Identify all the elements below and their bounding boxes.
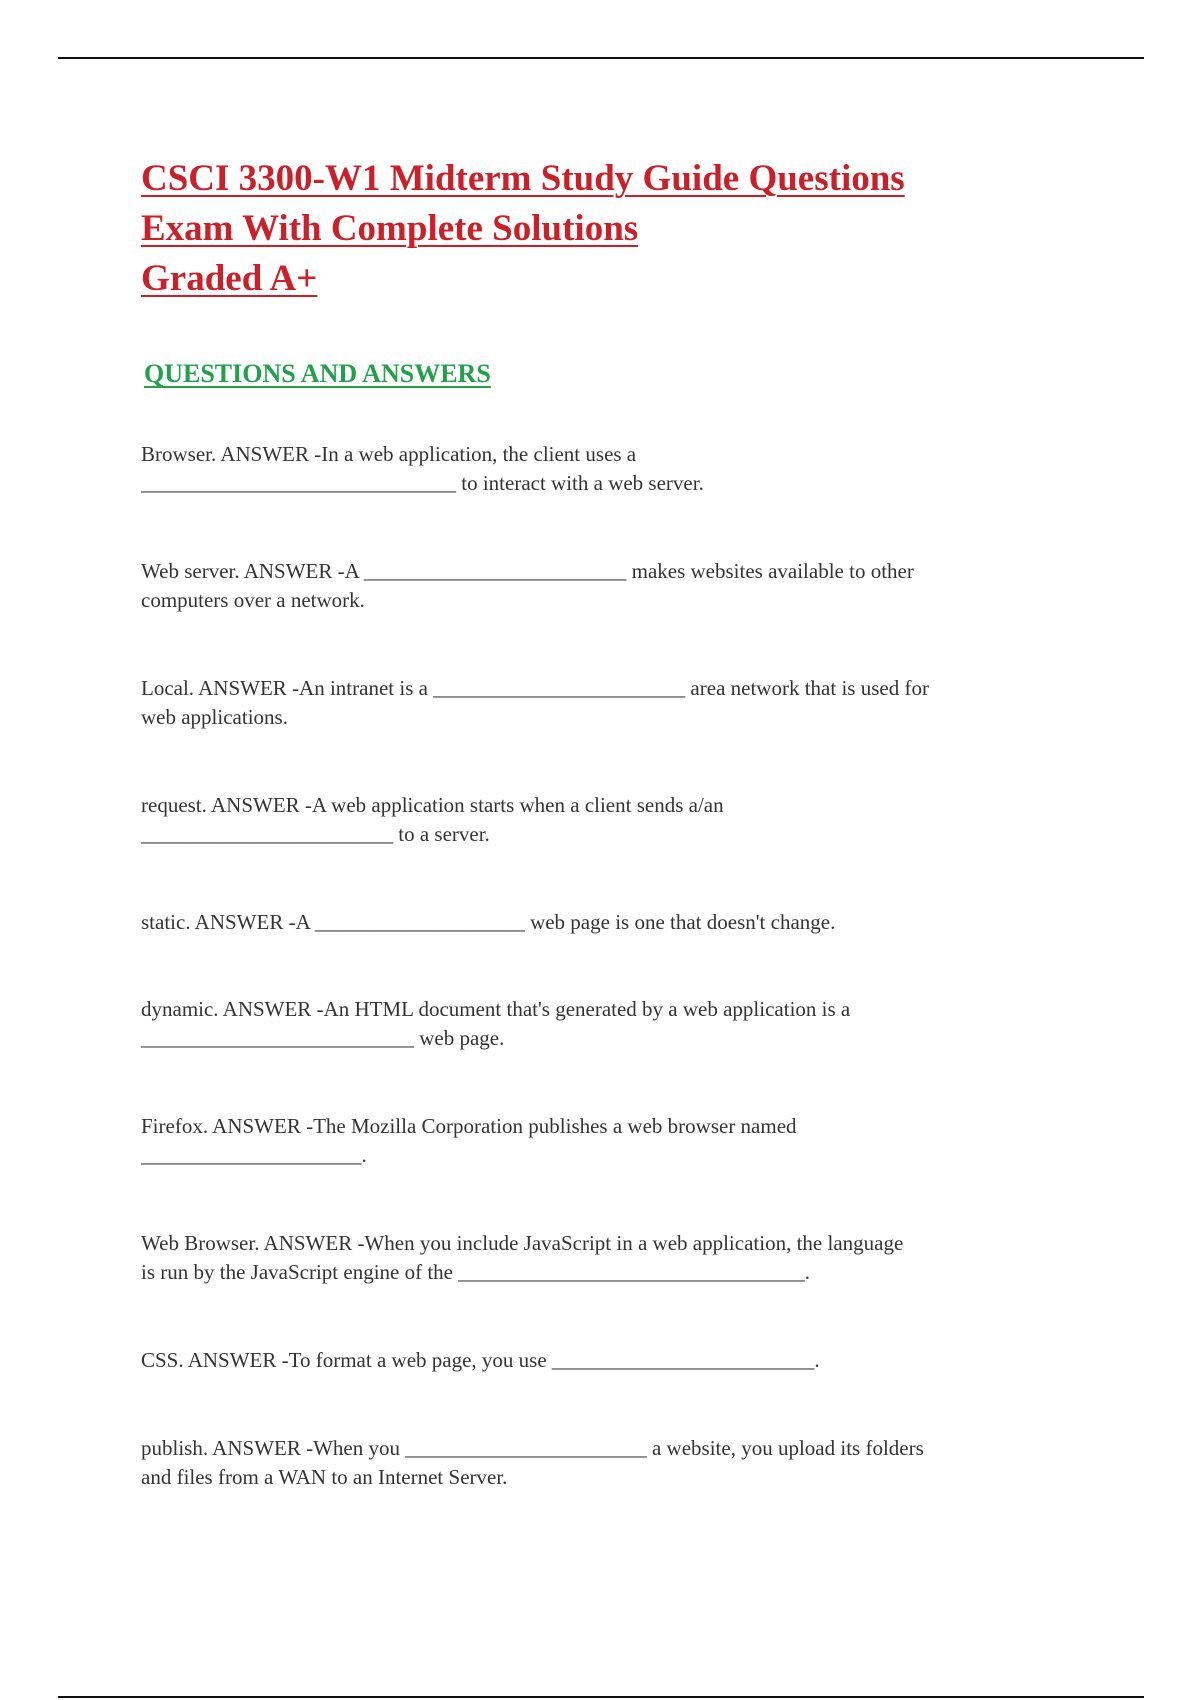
- section-heading: QUESTIONS AND ANSWERS: [144, 359, 491, 388]
- qa-item-local: [141, 674, 1041, 732]
- title-line-1: CSCI 3300-W1 Midterm Study Guide Questions: [141, 158, 905, 199]
- qa-line: and files from a WAN to an Internet Server.: [141, 1465, 508, 1489]
- qa-item-request: [141, 791, 1041, 849]
- qa-line: computers over a network.: [141, 588, 365, 612]
- qa-item-static: [141, 908, 1041, 937]
- qa-line: Web server. ANSWER -A _________________________ makes websites available to other: [141, 559, 914, 583]
- qa-line: Browser. ANSWER -In a web application, the client uses a: [141, 442, 637, 466]
- qa-item-firefox: [141, 1112, 1041, 1170]
- bottom-rule: [58, 1696, 1144, 1698]
- qa-line: static. ANSWER -A ____________________ web page is one that doesn't change.: [141, 910, 836, 934]
- qa-line: publish. ANSWER -When you _______________________ a website, you upload its folders: [141, 1436, 924, 1460]
- top-rule: [58, 57, 1144, 59]
- qa-line: _____________________.: [141, 1143, 367, 1167]
- qa-line: dynamic. ANSWER -An HTML document that's generated by a web application is a: [141, 997, 851, 1021]
- qa-line: Firefox. ANSWER -The Mozilla Corporation publishes a web browser named: [141, 1114, 797, 1138]
- title-line-2: Exam With Complete Solutions: [141, 208, 639, 249]
- qa-line: is run by the JavaScript engine of the _________________________________.: [141, 1260, 811, 1284]
- qa-line: request. ANSWER -A web application starts when a client sends a/an: [141, 793, 724, 817]
- qa-line: ________________________ to a server.: [141, 822, 490, 846]
- qa-item-web-server: [141, 557, 1041, 615]
- qa-item-web-browser: [141, 1229, 1041, 1287]
- qa-line: Local. ANSWER -An intranet is a ________________________ area network that is used for: [141, 676, 929, 700]
- qa-item-css: [141, 1346, 1041, 1375]
- qa-line: ______________________________ to interact with a web server.: [141, 471, 704, 495]
- qa-item-browser: [141, 440, 1041, 498]
- qa-line: CSS. ANSWER -To format a web page, you use _________________________.: [141, 1348, 820, 1372]
- qa-item-publish: [141, 1434, 1041, 1492]
- qa-line: web applications.: [141, 705, 288, 729]
- title-line-3: Graded A+: [141, 258, 318, 299]
- qa-item-dynamic: [141, 995, 1041, 1053]
- qa-line: __________________________ web page.: [141, 1026, 505, 1050]
- qa-line: Web Browser. ANSWER -When you include JavaScript in a web application, the language: [141, 1231, 904, 1255]
- document-title: [141, 154, 1101, 304]
